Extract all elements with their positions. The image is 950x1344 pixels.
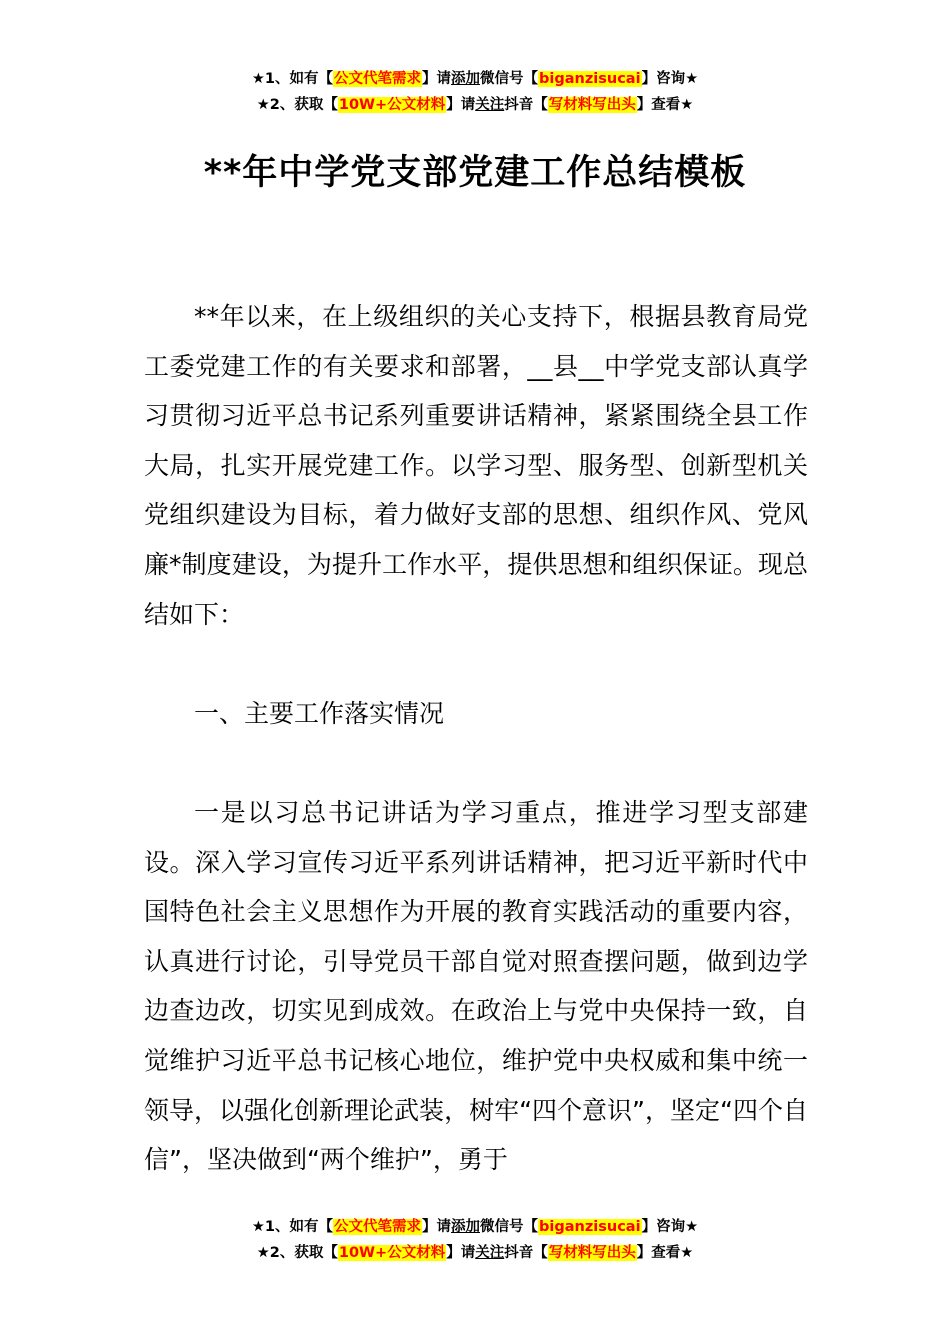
highlight-materials: 10W+公文材料 (338, 97, 446, 113)
banner-text: 微信号【 (480, 71, 539, 87)
highlight-douyin-account: 写材料写出头 (548, 97, 636, 113)
highlight-wechat-id: biganzisucai (539, 1219, 641, 1235)
banner-text: ★1、如有【 (251, 1219, 334, 1235)
underlined-text: 关注 (475, 1245, 505, 1261)
underlined-text: 添加 (451, 71, 481, 87)
banner-text: 抖音【 (504, 97, 548, 113)
header-banner (0, 66, 950, 118)
highlight-service: 公文代笔需求 (334, 71, 422, 87)
banner-text: 】查看★ (636, 97, 694, 113)
highlight-service: 公文代笔需求 (334, 1219, 422, 1235)
underlined-text: 添加 (451, 1219, 481, 1235)
footer-banner (0, 1214, 950, 1266)
banner-text: 】请 (446, 97, 476, 113)
banner-text: ★1、如有【 (251, 71, 334, 87)
document-body (144, 292, 808, 1185)
section-heading: 一、主要工作落实情况 (194, 698, 445, 728)
highlight-wechat-id: biganzisucai (539, 71, 641, 87)
banner-line-1 (0, 66, 950, 92)
banner-line-2 (0, 1240, 950, 1266)
banner-text: 抖音【 (504, 1245, 548, 1261)
highlight-materials: 10W+公文材料 (338, 1245, 446, 1261)
paragraph-intro: **年以来，在上级组织的关心支持下，根据县教育局党工委党建工作的有关要求和部署，__县__中学党支部认真学习贯彻习近平总书记系列重要讲话精神，紧紧围绕全县工作大局，扎实开展党建工作。以学习型、服务型、创新型机关党组织建设为目标，着力做好支部的思想、组织作风、党风廉*制度建设，为提升工作水平，提供思想和组织保证。现总结如下： (144, 302, 808, 629)
banner-text: 】咨询★ (641, 71, 699, 87)
banner-text: 微信号【 (480, 1219, 539, 1235)
banner-text: 】请 (422, 71, 452, 87)
banner-line-1 (0, 1214, 950, 1240)
banner-text: ★2、获取【 (256, 1245, 338, 1261)
banner-text: 】请 (446, 1245, 476, 1261)
document-title: **年中学党支部党建工作总结模板 (203, 153, 747, 193)
banner-text: ★2、获取【 (256, 97, 338, 113)
highlight-douyin-account: 写材料写出头 (548, 1245, 636, 1261)
banner-text: 】请 (422, 1219, 452, 1235)
banner-text: 】查看★ (636, 1245, 694, 1261)
underlined-text: 关注 (475, 97, 505, 113)
banner-line-2 (0, 92, 950, 118)
banner-text: 】咨询★ (641, 1219, 699, 1235)
paragraph-study: 一是以习总书记讲话为学习重点，推进学习型支部建设。深入学习宣传习近平系列讲话精神，把习近平新时代中国特色社会主义思想作为开展的教育实践活动的重要内容，认真进行讨论，引导党员干部自觉对照查摆问题，做到边学边查边改，切实见到成效。在政治上与党中央保持一致，自觉维护习近平总书记核心地位，维护党中央权威和集中统一领导，以强化创新理论武装，树牢“四个意识”，坚定“四个自信”，坚决做到“两个维护”，勇于 (144, 797, 808, 1175)
